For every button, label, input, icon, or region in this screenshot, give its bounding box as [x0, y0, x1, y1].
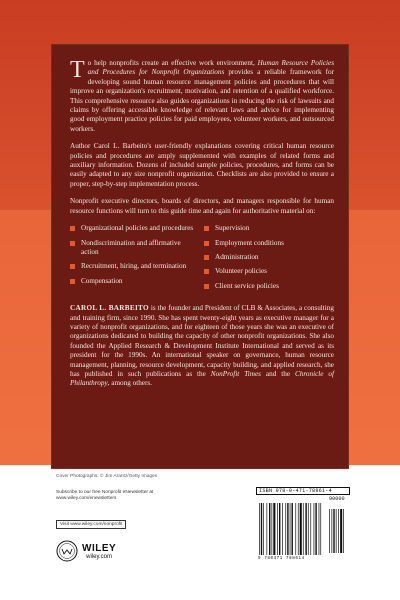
topic-list-right	[204, 224, 334, 296]
barcode-addon-bar	[333, 509, 334, 553]
bullet-square-icon	[70, 279, 75, 284]
list-item: Client service policies	[204, 282, 334, 291]
barcode-bar	[267, 503, 268, 555]
barcode-addon-bar	[343, 509, 344, 553]
photo-credit: Cover Photographs: © Jim Arantz/Getty Images	[56, 474, 158, 479]
barcode-bar	[259, 503, 260, 555]
list-item: Nondiscrimination and affirmative action	[70, 239, 194, 258]
bullet-square-icon	[204, 269, 209, 274]
bullet-square-icon	[204, 255, 209, 260]
publication-nonprofit-times: NonProfit Times	[210, 369, 261, 378]
barcode	[256, 495, 350, 557]
topic-list-left	[70, 224, 194, 296]
description-panel	[51, 44, 349, 469]
isbn-label: ISBN 978-0-471-78861-4	[256, 487, 350, 495]
barcode-bar	[314, 503, 315, 555]
intro-text-2: provides a reliable framework for developing sound human resource management policies and procedures that will improve an organization's recruitment, motivation, and retention of a qualified workforce. This comprehensive resource also guides organizations in reducing the risk of lawsuits and claims by offering accessible knowledge of relevant laws and advice for implementing good employment practice policies for paid employees, volunteer workers, and outsourced workers.	[70, 68, 334, 133]
visit-website-link[interactable]: Visit www.wiley.com/nonprofit	[56, 520, 126, 529]
list-item: Volunteer policies	[204, 267, 334, 276]
book-title: Human Resource Policies and Procedures for Nonprofit Organizations	[87, 59, 334, 77]
bullet-square-icon	[70, 241, 75, 246]
list-item: Supervision	[204, 224, 334, 233]
barcode-bar	[298, 503, 299, 555]
author-name: CAROL L. BARBEITO	[70, 304, 149, 313]
barcode-bar	[310, 503, 311, 555]
list-item: Recruitment, hiring, and termination	[70, 262, 194, 271]
barcode-bar	[282, 503, 283, 555]
barcode-bar	[287, 503, 288, 555]
price-code: 90000	[329, 496, 345, 502]
topic-list	[70, 224, 334, 296]
barcode-bar	[277, 503, 278, 555]
newsletter-text: Subscribe to our free Nonprofit eNewsletter at www.wiley.com/enewsletters	[56, 490, 154, 502]
barcode-bar	[319, 503, 320, 555]
list-item: Compensation	[70, 277, 194, 286]
bullet-square-icon	[204, 284, 209, 289]
drop-cap: T	[70, 57, 85, 83]
list-item: Employment conditions	[204, 239, 334, 248]
barcode-bar	[263, 503, 264, 555]
list-item: Organizational policies and procedures	[70, 224, 194, 233]
barcode-bar	[290, 503, 291, 555]
publisher-logo	[56, 540, 116, 562]
barcode-digits: 9 780471 788614	[258, 557, 305, 561]
wiley-emblem-icon	[56, 540, 78, 562]
barcode-addon-bar	[338, 509, 339, 553]
barcode-bar	[315, 503, 316, 555]
bullet-square-icon	[70, 264, 75, 269]
barcode-bar	[269, 503, 270, 555]
publisher-name: WILEY	[82, 542, 117, 554]
barcode-addon-bar	[329, 509, 330, 553]
barcode-bar	[300, 503, 302, 555]
barcode-bar	[279, 503, 280, 555]
author-bio-paragraph: CAROL L. BARBEITO is the founder and President of CLB & Associates, a consulting and training firm, since 1990. She has spent twenty-eight years as executive manager for a variety of nonprofit organizations, and for eighteen of those years she was an executive of organizations dedicated to building the capacity of other nonprofit organizations. She also founded the Applied Research & Development Institute International and served as its president for the 1990s. An international speaker on governance, human resource management, planning, resource development, capacity building, and applied research, she has published in such publications as the NonProfit Times and the Chronicle of Philanthropy, among others.	[70, 304, 334, 388]
barcode-bar	[305, 503, 306, 555]
publication-chronicle: Chronicle of Philanthropy	[70, 369, 334, 388]
publisher-url[interactable]: wiley.com	[86, 553, 113, 560]
barcode-bar	[320, 503, 321, 555]
barcode-bar	[261, 503, 262, 555]
barcode-addon-bar	[336, 509, 337, 553]
barcode-bar	[285, 503, 286, 555]
barcode-bar	[273, 503, 275, 555]
barcode-bar	[295, 503, 296, 555]
bullet-square-icon	[204, 226, 209, 231]
list-item: Administration	[204, 253, 334, 262]
intro-text-1: o help nonprofits create an effective work environment,	[87, 59, 258, 67]
barcode-bar	[272, 503, 273, 555]
barcode-addon-bar	[340, 509, 342, 553]
isbn-box	[256, 487, 350, 495]
bullet-square-icon	[70, 226, 75, 231]
barcode-bar	[308, 503, 309, 555]
barcode-addon-bar	[332, 509, 333, 553]
intro-paragraph	[70, 59, 334, 134]
barcode-bar	[292, 503, 293, 555]
bullet-square-icon	[204, 241, 209, 246]
author-description-paragraph: Author Carol L. Barbeito's user-friendly explanations covering critical human resource policies and procedures are amply supplemented with examples of related forms and auxiliary information. Dozens of included sample policies, procedures, and forms can be easily adapted to any size nonprofit organization. Checklists are also provided to ensure a proper, step-by-step implementation process.	[70, 142, 334, 188]
barcode-bar	[303, 503, 304, 555]
audience-paragraph: Nonprofit executive directors, boards of directors, and managers responsible for human resource functions will turn to this guide time and again for authoritative material on:	[70, 197, 334, 215]
